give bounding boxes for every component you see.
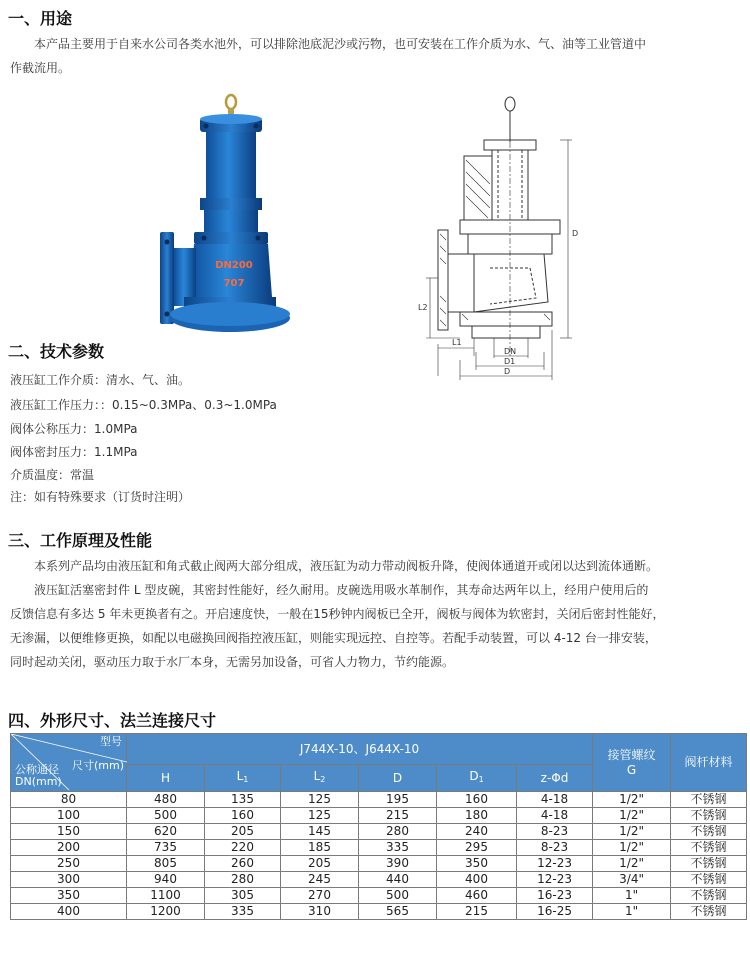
- table-cell: 1100: [127, 888, 205, 904]
- table-cell: 4-18: [517, 792, 593, 808]
- usage-paragraph-line-1: 本产品主要用于自来水公司各类水池外，可以排除池底泥沙或污物，也可安装在工作介质为水、气、油等工业管道中: [34, 37, 647, 51]
- table-cell: 3/4": [593, 872, 671, 888]
- table-cell: 205: [205, 824, 281, 840]
- section-title-usage: 一、用途: [8, 9, 73, 28]
- hydraulic-valve-photo: [148, 92, 293, 344]
- spec-line: 阀体密封压力：1.1MPa: [10, 445, 138, 459]
- bolt-header: 接管螺纹 G: [593, 734, 671, 792]
- table-cell: 350: [11, 888, 127, 904]
- col-header-d: D: [359, 765, 437, 792]
- col-header-bolts: z-Φd: [517, 765, 593, 792]
- table-cell: 215: [359, 808, 437, 824]
- corner-label-model: 型号: [100, 735, 122, 748]
- table-cell: 300: [11, 872, 127, 888]
- table-cell: 135: [205, 792, 281, 808]
- table-cell: 735: [127, 840, 205, 856]
- spec-note: 注：如有特殊要求（订货时注明）: [10, 490, 191, 504]
- table-cell: 940: [127, 872, 205, 888]
- table-cell: 不锈钢: [671, 888, 747, 904]
- table-row: [11, 792, 747, 808]
- col-header-h: H: [127, 765, 205, 792]
- table-cell: 80: [11, 792, 127, 808]
- table-cell: 500: [127, 808, 205, 824]
- table-cell: 200: [11, 840, 127, 856]
- valve-marking-code: 707: [223, 278, 245, 289]
- table-cell: 390: [359, 856, 437, 872]
- table-cell: 不锈钢: [671, 824, 747, 840]
- table-cell: 220: [205, 840, 281, 856]
- table-cell: 不锈钢: [671, 808, 747, 824]
- table-cell: 565: [359, 904, 437, 920]
- table-cell: 805: [127, 856, 205, 872]
- table-cell: 260: [205, 856, 281, 872]
- table-cell: 125: [281, 808, 359, 824]
- table-cell: 215: [437, 904, 517, 920]
- table-cell: 1/2": [593, 856, 671, 872]
- dimensions-table: [10, 733, 747, 920]
- table-cell: 205: [281, 856, 359, 872]
- drawing-label-d-bottom: D: [504, 367, 511, 376]
- table-corner-header: [11, 734, 127, 792]
- drawing-label-d: D: [572, 229, 579, 238]
- table-cell: 1/2": [593, 840, 671, 856]
- table-row: [11, 872, 747, 888]
- table-cell: 460: [437, 888, 517, 904]
- model-header: J744X-10、J644X-10: [127, 734, 593, 765]
- table-cell: 305: [205, 888, 281, 904]
- table-cell: 不锈钢: [671, 856, 747, 872]
- table-cell: 245: [281, 872, 359, 888]
- table-cell: 195: [359, 792, 437, 808]
- table-cell: 620: [127, 824, 205, 840]
- drawing-label-l1: L1: [452, 338, 462, 347]
- table-cell: 1/2": [593, 792, 671, 808]
- corner-label-size: 尺寸(mm): [71, 759, 124, 772]
- table-cell: 480: [127, 792, 205, 808]
- table-cell: 440: [359, 872, 437, 888]
- table-cell: 180: [437, 808, 517, 824]
- spec-line: 阀体公称压力：1.0MPa: [10, 422, 138, 436]
- stem-material-header: 阀杆材料: [671, 734, 747, 792]
- corner-label-nominal: 公称通径: [15, 763, 59, 776]
- table-cell: 270: [281, 888, 359, 904]
- table-cell: 295: [437, 840, 517, 856]
- table-cell: 335: [359, 840, 437, 856]
- table-cell: 1": [593, 904, 671, 920]
- table-cell: 350: [437, 856, 517, 872]
- drawing-label-dn: DN: [504, 347, 517, 356]
- spec-line: 液压缸工作介质：清水、气、油。: [10, 373, 191, 387]
- drawing-label-d1: D1: [504, 357, 516, 366]
- section-title-dimensions: 四、外形尺寸、法兰连接尺寸: [8, 711, 217, 730]
- table-cell: 100: [11, 808, 127, 824]
- principle-line: 液压缸活塞密封件 L 型皮碗，其密封性能好，经久耐用。皮碗选用吸水革制作，其寿命达两年以上，经用户使用后的: [34, 583, 649, 597]
- drawing-label-l2: L2: [418, 303, 428, 312]
- section-title-specs: 二、技术参数: [8, 342, 105, 361]
- principle-line: 本系列产品均由液压缸和角式截止阀两大部分组成，液压缸为动力带动阀板升降，使阀体通道开或闭以达到流体通断。: [34, 559, 659, 573]
- table-cell: 8-23: [517, 840, 593, 856]
- table-cell: 400: [11, 904, 127, 920]
- table-cell: 12-23: [517, 872, 593, 888]
- table-row: [11, 904, 747, 920]
- table-cell: 不锈钢: [671, 904, 747, 920]
- corner-label-dn: DN(mm): [15, 775, 62, 788]
- table-cell: 4-18: [517, 808, 593, 824]
- table-cell: 125: [281, 792, 359, 808]
- table-cell: 12-23: [517, 856, 593, 872]
- table-cell: 1200: [127, 904, 205, 920]
- table-cell: 145: [281, 824, 359, 840]
- table-cell: 150: [11, 824, 127, 840]
- table-cell: 160: [205, 808, 281, 824]
- col-header-l1: $L_1$: [205, 765, 281, 792]
- table-cell: 280: [359, 824, 437, 840]
- spec-line: 介质温度：常温: [10, 468, 95, 482]
- table-cell: 500: [359, 888, 437, 904]
- valve-marking-size: DN200: [215, 260, 253, 271]
- table-cell: 185: [281, 840, 359, 856]
- principle-line: 反馈信息有多达 5 年未更换者有之。开启速度快，一般在15秒钟内阀板已全开，阀板与阀体为软密封，关闭后密封性能好，: [10, 607, 665, 621]
- table-cell: 400: [437, 872, 517, 888]
- table-row: [11, 840, 747, 856]
- table-cell: 1/2": [593, 824, 671, 840]
- dimension-drawing: [412, 90, 584, 382]
- col-header-l2: $L_2$: [281, 765, 359, 792]
- table-cell: 160: [437, 792, 517, 808]
- table-cell: 1": [593, 888, 671, 904]
- spec-line: 液压缸工作压力：：0.15~0.3MPa、0.3~1.0MPa: [10, 398, 277, 412]
- table-cell: 250: [11, 856, 127, 872]
- table-cell: 280: [205, 872, 281, 888]
- table-cell: 240: [437, 824, 517, 840]
- table-row: [11, 824, 747, 840]
- table-cell: 310: [281, 904, 359, 920]
- principle-line: 同时起动关闭，驱动压力取于水厂本身，无需另加设备，可省人力物力，节约能源。: [10, 655, 455, 669]
- table-cell: 不锈钢: [671, 872, 747, 888]
- col-header-d1: $D_1$: [437, 765, 517, 792]
- table-cell: 16-23: [517, 888, 593, 904]
- table-cell: 8-23: [517, 824, 593, 840]
- table-cell: 16-25: [517, 904, 593, 920]
- principle-line: 无渗漏，以便维修更换，如配以电磁换回阀指控液压缸，则能实现远控、自控等。若配手动装置，可以 4-12 台一排安装，: [10, 631, 657, 645]
- table-row: [11, 888, 747, 904]
- table-cell: 335: [205, 904, 281, 920]
- table-row: [11, 856, 747, 872]
- usage-paragraph-line-2: 作截流用。: [10, 61, 71, 75]
- table-row: [11, 808, 747, 824]
- section-title-principle: 三、工作原理及性能: [8, 531, 153, 550]
- table-cell: 1/2": [593, 808, 671, 824]
- table-cell: 不锈钢: [671, 792, 747, 808]
- table-cell: 不锈钢: [671, 840, 747, 856]
